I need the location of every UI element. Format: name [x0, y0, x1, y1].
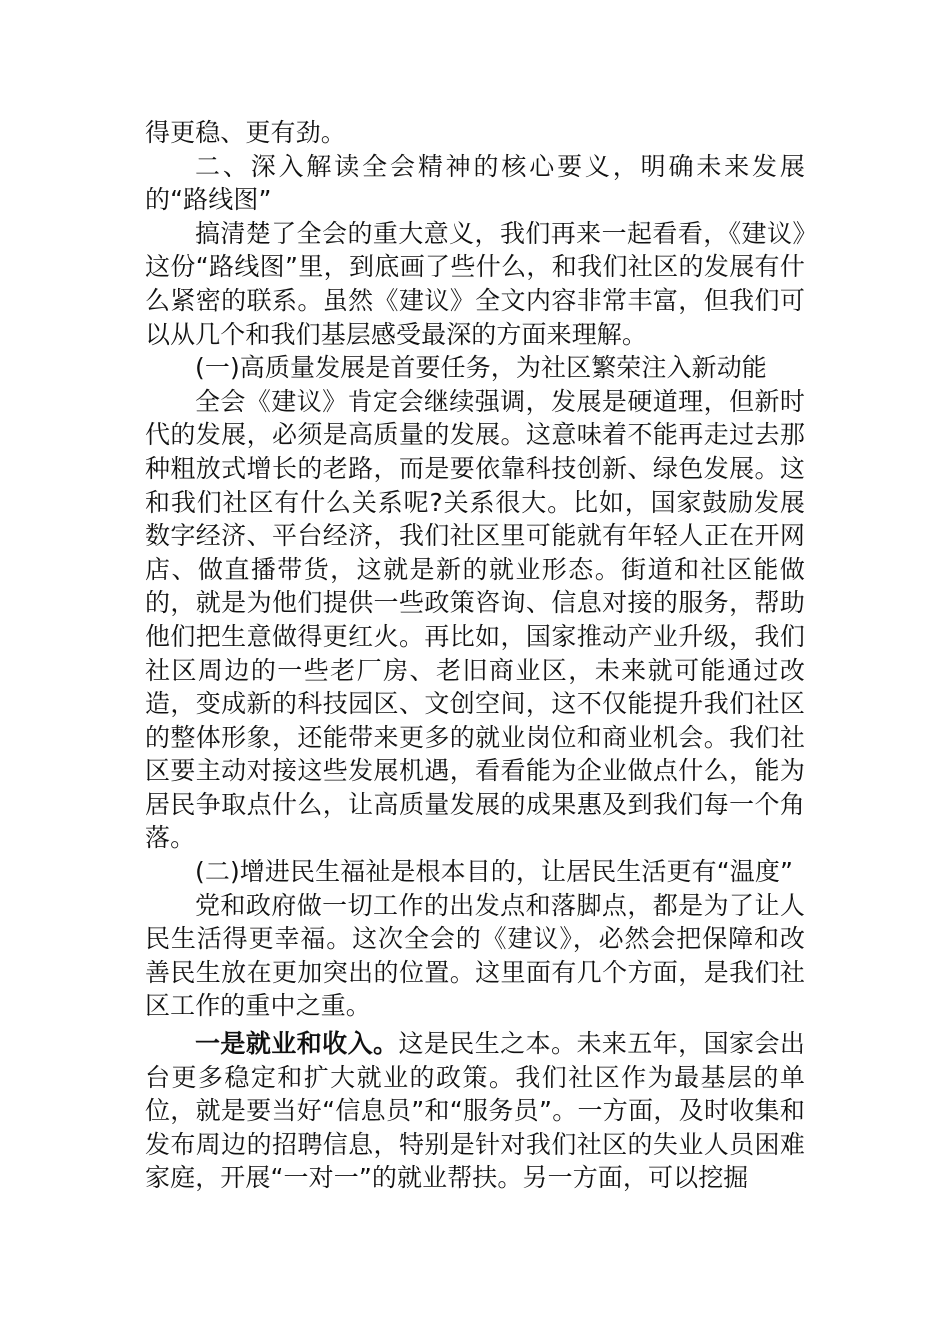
document-page [145, 116, 805, 1195]
employment-lead: 一是就业和收入。 [195, 1029, 399, 1059]
subheading-1: (一)高质量发展是首要任务，为社区繁荣注入新动能 [195, 353, 767, 383]
paragraph-intro: 搞清楚了全会的重大意义，我们再来一起看看，《建议》这份“路线图”里，到底画了些什么，和我们社区的发展有什么紧密的联系。虽然《建议》全文内容非常丰富，但我们可以从几个和我们基层感受最深的方面来理解。 [145, 218, 805, 349]
subheading-2: (二)增进民生福祉是根本目的，让居民生活更有“温度” [195, 857, 794, 887]
paragraph-employment [145, 1027, 805, 1195]
employment-body: 这是民生之本。未来五年，国家会出台更多稳定和扩大就业的政策。我们社区作为最基层的单位，就是要当好“信息员”和“服务员”。一方面，及时收集和发布周边的招聘信息，特别是针对我们社区的失业人员困难家庭，开展“一对一”的就业帮扶。另一方面，可以挖掘 [145, 1029, 805, 1193]
paragraph-continuation: 得更稳、更有劲。 [145, 118, 346, 147]
paragraph-high-quality-development: 全会《建议》肯定会继续强调，发展是硬道理，但新时代的发展，必须是高质量的发展。这意味着不能再走过去那种粗放式增长的老路，而是要依靠科技创新、绿色发展。这和我们社区有什么关系呢?关系很大。比如，国家鼓励发展数字经济、平台经济，我们社区里可能就有年轻人正在开网店、做直播带货，这就是新的就业形态。街道和社区能做的，就是为他们提供一些政策咨询、信息对接的服务，帮助他们把生意做得更红火。再比如，国家推动产业升级，我们社区周边的一些老厂房、老旧商业区，未来就可能通过改造，变成新的科技园区、文创空间，这不仅能提升我们社区的整体形象，还能带来更多的就业岗位和商业机会。我们社区要主动对接这些发展机遇，看看能为企业做点什么，能为居民争取点什么，让高质量发展的成果惠及到我们每一个角落。 [145, 386, 805, 853]
paragraph-livelihood: 党和政府做一切工作的出发点和落脚点，都是为了让人民生活得更幸福。这次全会的《建议》，必然会把保障和改善民生放在更加突出的位置。这里面有几个方面，是我们社区工作的重中之重。 [145, 890, 805, 1021]
section-heading-2: 二、深入解读全会精神的核心要义，明确未来发展的“路线图” [145, 151, 805, 215]
